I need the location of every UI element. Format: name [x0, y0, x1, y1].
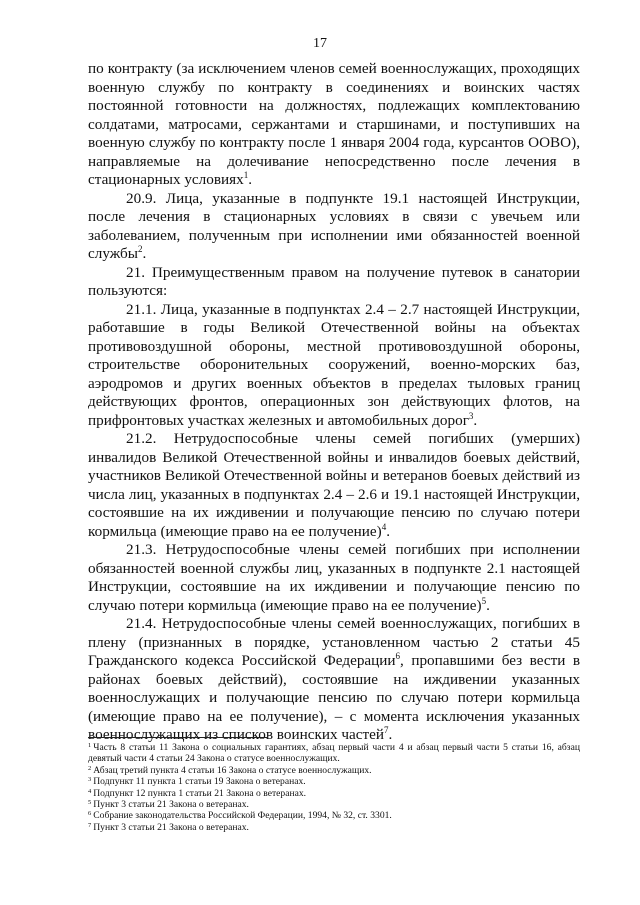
paragraph-21-4: 21.4. Нетрудоспособные члены семей военнослужащих, погибших в плену (признанных в порядке, установленном частью 2 статьи 45 Гражданского кодекса Российской Федерации$^6$, пропавшими без вести в районах боевых действий), состоявшие на иждивении указанных военнослужащих и получающие пенсию по случаю потери кормильца (имеющие право на ее получение), – с момента исключения указанных военнослужащих из списков воинских частей$^7$.: [88, 615, 581, 743]
footnote-4: $^4$ Подпункт 12 пункта 1 статьи 21 Закона о ветеранах.: [88, 787, 307, 799]
paragraph-21-1: 21.1. Лица, указанные в подпунктах 2.4 – 2.7 настоящей Инструкции, работавшие в годы Великой Отечественной войны на объектах противовоздушной обороны, местной противовоздушной обороны, строительстве оборонительных сооружений, военно-морских баз, аэродромов и других военных объектов в пределах тыловых границ действующих фронтов, операционных зон действующих флотов, на прифронтовых участках железных и автомобильных дорог$^3$.: [88, 300, 580, 429]
footnote-5: $^5$ Пункт 3 статьи 21 Закона о ветеранах.: [88, 799, 249, 811]
paragraph-21-3: 21.3. Нетрудоспособные члены семей погибших при исполнении обязанностей военной службы лиц, указанных в подпункте 2.1 настоящей Инструкции, состоявшие на их иждивении и получающие пенсию по случаю потери кормильца (имеющие право на ее получение)$^5$.: [88, 541, 580, 614]
paragraph-21-2: 21.2. Нетрудоспособные члены семей погибших (умерших) инвалидов Великой Отечественной войны и инвалидов боевых действий, участников Великой Отечественной войны и ветеранов боевых действий из числа лиц, указанных в подпунктах 2.4 – 2.6 и 19.1 настоящей Инструкции, состоявшие на их иждивении и получающие пенсию по случаю потери кормильца (имеющие право на ее получение)$^4$.: [88, 430, 580, 540]
footnote-ref-6: 6: [395, 651, 401, 661]
footnote-7: $^7$ Пункт 3 статьи 21 Закона о ветеранах.: [88, 821, 249, 833]
footnote-2: $^2$ Абзац третий пункта 4 статьи 16 Закона о статусе военнослужащих.: [88, 764, 372, 776]
page-number: 17: [313, 36, 327, 51]
footnote-1: $^1$ Часть 8 статьи 11 Закона о социальных гарантиях, абзац первый части 4 и абзац первый части 5 статьи 16, абзац девятый части 4 статьи 24 Закона о статусе военнослужащих.: [88, 742, 580, 765]
footnote-ref-5: 5: [481, 595, 487, 606]
footnote-ref-1: 1: [243, 170, 249, 180]
paragraph-20-8-continuation: по контракту (за исключением членов семей военнослужащих, проходящих военную службу по контракту в соединениях и воинских частях постоянной готовности на должностях, подлежащих комплектованию солдатами, матросами, сержантами и старшинами, и поступивших на военную службу по контракту после 1 января 2004 года, курсантов ООВО), направляемые на долечивание непосредственно после лечения в стационарных условиях$^1$.: [88, 60, 580, 188]
footnote-ref-4: 4: [381, 521, 387, 532]
paragraph-20-9: 20.9. Лица, указанные в подпункте 19.1 настоящей Инструкции, после лечения в стационарных условиях в связи с увечьем или заболеванием, полученным при исполнении ими обязанностей военной службы$^2$.: [88, 189, 580, 262]
paragraph-21: 21. Преимущественным правом на получение путевок в санатории пользуются:: [88, 263, 580, 299]
footnotes: [88, 742, 580, 833]
footnote-6: $^6$ Собрание законодательства Российской Федерации, 1994, № 32, ст. 3301.: [88, 810, 392, 822]
footnote-ref-3: 3: [468, 410, 474, 421]
footnote-ref-2: 2: [137, 244, 143, 254]
document-body: [88, 60, 580, 745]
footnote-divider: [88, 737, 268, 738]
footnote-ref-7: 7: [384, 725, 389, 735]
footnote-3: $^3$ Подпункт 11 пункта 1 статьи 19 Закона о ветеранах.: [88, 776, 306, 788]
